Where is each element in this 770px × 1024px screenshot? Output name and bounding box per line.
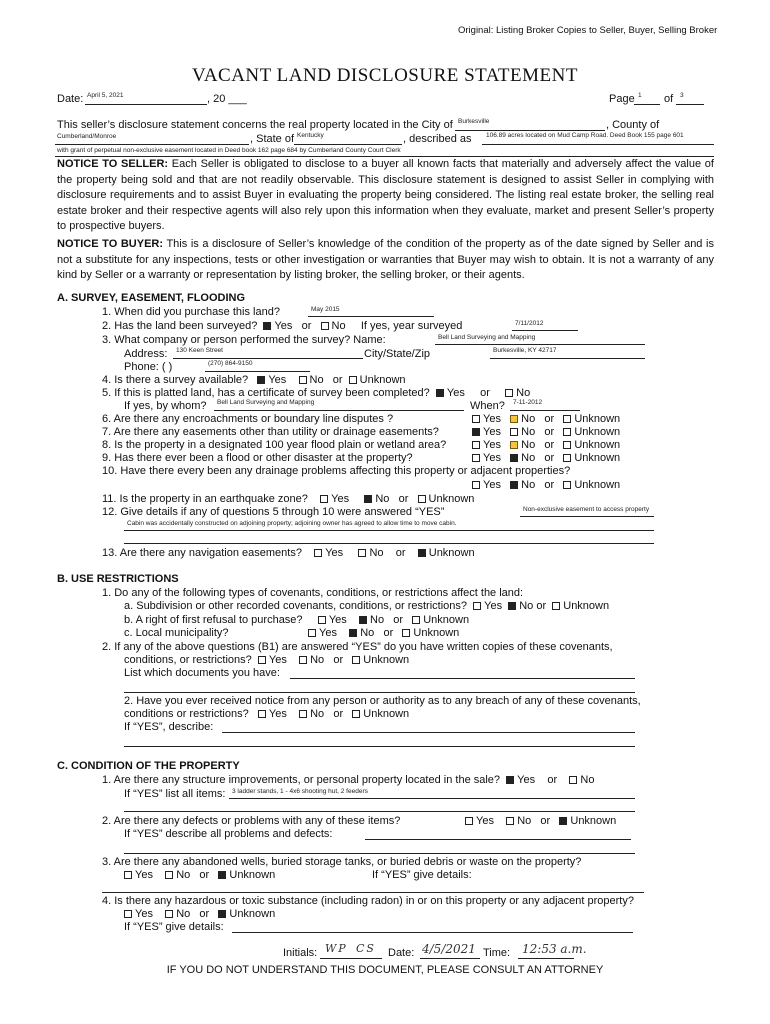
b1b-no-checkbox[interactable] — [359, 616, 367, 624]
b3-describe-label: If “YES”, describe: — [124, 721, 214, 733]
b1-question: 1. Do any of the following types of covenants, conditions, or restrictions affect the land: — [102, 587, 524, 599]
b2-unknown-checkbox[interactable] — [352, 656, 360, 664]
date-label: Date: — [57, 93, 84, 105]
date-value[interactable]: April 5, 2021 — [87, 92, 124, 99]
a10-yes-checkbox[interactable] — [472, 481, 480, 489]
c2-unknown-checkbox[interactable] — [559, 817, 567, 825]
c2-no-checkbox[interactable] — [506, 817, 514, 825]
b2-documents-label: List which documents you have: — [124, 667, 280, 679]
a11-yes-checkbox[interactable] — [320, 495, 328, 503]
a2-answer[interactable]: 7/11/2012 — [515, 320, 544, 327]
c2-question: 2. Are there any defects or problems with any of these items? — [102, 815, 401, 827]
a5-question: 5. If this is platted land, has a certificate of survey been completed? Yes or No — [102, 387, 531, 399]
a8-yes-checkbox[interactable] — [472, 441, 480, 449]
consult-attorney-notice: IF YOU DO NOT UNDERSTAND THIS DOCUMENT, PLEASE CONSULT AN ATTORNEY — [166, 964, 604, 976]
state-label: , State of — [250, 133, 295, 145]
c2-options: Yes No or Unknown — [465, 815, 616, 828]
a7-options: Yes No or Unknown — [472, 426, 620, 439]
a6-question: 6. Are there any encroachments or boundary line disputes ? — [102, 413, 394, 425]
a3-csz-value[interactable]: Burkesville, KY 42717 — [493, 347, 557, 354]
a3-phone-label: Phone: ( ) — [124, 361, 173, 373]
a7-yes-checkbox[interactable] — [472, 428, 480, 436]
c1-list-label: If “YES” list all items: — [124, 788, 226, 800]
county-label: , County of — [606, 119, 660, 131]
b1c-unknown-checkbox[interactable] — [402, 629, 410, 637]
a2-yes-checkbox[interactable] — [263, 322, 271, 330]
a9-unknown-checkbox[interactable] — [563, 454, 571, 462]
a3-name-value[interactable]: Bell Land Surveying and Mapping — [438, 334, 536, 341]
a8-options: Yes No or Unknown — [472, 439, 620, 452]
notice-to-seller: NOTICE TO SELLER: Each Seller is obligated to disclose to a buyer all known facts that materially and adversely affect the value of the property being sold and that are not readily observable. This disclosure statement is designed to assist Seller in complying with disclosure requirements and to assist Buyer in evaluating the property being considered. The listing real estate broker, the selling real estate broker and their respective agents will also rely upon this information when they evaluate, market and present Seller’s property to prospective buyers. — [57, 158, 714, 232]
a1-question: 1. When did you purchase this land? — [102, 306, 280, 318]
a12-answer[interactable]: Non-exclusive easement to access property — [523, 506, 650, 513]
page-total[interactable]: 3 — [680, 92, 684, 99]
b1a-question: a. Subdivision or other recorded covenants, conditions, or restrictions? Yes No or Unknown — [124, 600, 610, 612]
page-title: VACANT LAND DISCLOSURE STATEMENT — [192, 65, 578, 86]
b3-unknown-checkbox[interactable] — [352, 710, 360, 718]
notice-to-buyer: NOTICE TO BUYER: This is a disclosure of Seller’s knowledge of the condition of the property as of the date signed by Seller and is not a substitute for any inspections, tests or other investigation or warranties that Buyer may wish to obtain. It is not a warranty of any kind by Seller or a warranty or representation by listing broker, the selling broker, or their agents. — [57, 238, 714, 281]
c1-yes-checkbox[interactable] — [506, 776, 514, 784]
c1-question: 1. Are there any structure improvements, or personal property located in the sale? Yes or No — [102, 774, 595, 786]
a5-when-label: When? — [470, 400, 505, 412]
a13-yes-checkbox[interactable] — [314, 549, 322, 557]
a3-address-value[interactable]: 130 Keen Street — [176, 347, 223, 354]
footer-time-value[interactable]: 12:53 a.m. — [522, 942, 587, 956]
b3-question-cont: conditions or restrictions? Yes No or Unknown — [124, 708, 410, 720]
a7-question: 7. Are there any easements other than utility or drainage easements? — [102, 426, 439, 438]
b1c-question: c. Local municipality? Yes No or Unknown — [124, 627, 460, 639]
b1c-no-checkbox[interactable] — [349, 629, 357, 637]
a6-yes-checkbox[interactable] — [472, 415, 480, 423]
section-a-title: A. SURVEY, EASEMENT, FLOODING — [57, 292, 246, 304]
c2-yes-checkbox[interactable] — [465, 817, 473, 825]
city-value[interactable]: Burkesville — [458, 118, 490, 125]
c3-options: Yes No or Unknown — [124, 869, 275, 882]
footer-date-value[interactable]: 4/5/2021 — [422, 942, 476, 956]
c1-no-checkbox[interactable] — [569, 776, 577, 784]
a4-unknown-checkbox[interactable] — [349, 376, 357, 384]
description-value[interactable]: 106.89 acres located on Mud Camp Road. Deed Book 155 page 601 — [486, 132, 684, 139]
c3-unknown-checkbox[interactable] — [218, 871, 226, 879]
b1b-question: b. A right of first refusal to purchase? Yes No or Unknown — [124, 614, 470, 626]
a9-options: Yes No or Unknown — [472, 452, 620, 465]
b2-question: 2. If any of the above questions (B1) are answered “YES” do you have written copies of these covenants, — [102, 641, 613, 653]
b3-yes-checkbox[interactable] — [258, 710, 266, 718]
c4-question: 4. Is there any hazardous or toxic substance (including radon) in or on this property or any adjacent property? — [102, 895, 634, 907]
a3-question: 3. What company or person performed the survey? Name: — [102, 334, 386, 346]
county-value[interactable]: Cumberland/Monroe — [57, 133, 117, 140]
b1c-yes-checkbox[interactable] — [308, 629, 316, 637]
a9-no-checkbox[interactable] — [510, 454, 518, 462]
c1-list-value[interactable]: 3 ladder stands, 1 - 4x6 shooting hut, 2 feeders — [232, 788, 368, 795]
a5-by-label: If yes, by whom? — [124, 400, 207, 412]
a12-question: 12. Give details if any of questions 5 through 10 were answered “YES” — [102, 506, 445, 518]
a10-options: Yes No or Unknown — [472, 479, 620, 492]
a7-no-checkbox[interactable] — [510, 428, 518, 436]
date-year-suffix: , 20 ___ — [207, 93, 247, 105]
c3-no-checkbox[interactable] — [165, 871, 173, 879]
described-label: , described as — [403, 133, 472, 145]
b3-no-checkbox[interactable] — [299, 710, 307, 718]
b2-yes-checkbox[interactable] — [258, 656, 266, 664]
a3-phone-value[interactable]: (270) 864-9150 — [208, 360, 253, 367]
page-current[interactable]: 1 — [638, 92, 642, 99]
b1a-no-checkbox[interactable] — [508, 602, 516, 610]
property-intro: This seller’s disclosure statement concerns the real property located in the City of — [57, 119, 453, 131]
a10-unknown-checkbox[interactable] — [563, 481, 571, 489]
a5-by-value[interactable]: Bell Land Surveying and Mapping — [217, 399, 315, 406]
c3-question: 3. Are there any abandoned wells, buried storage tanks, or buried debris or waste on the property? — [102, 856, 582, 868]
a13-question: 13. Are there any navigation easements? Yes No or Unknown — [102, 547, 475, 559]
description-value-line2[interactable]: with grant of perpetual non-exclusive easement located in Deed book 162 page 684 by Cumberland County Court Clerk — [57, 147, 401, 154]
a8-question: 8. Is the property in a designated 100 year flood plain or wetland area? — [102, 439, 447, 451]
a2-no-checkbox[interactable] — [321, 322, 329, 330]
b2-no-checkbox[interactable] — [299, 656, 307, 664]
c4-unknown-checkbox[interactable] — [218, 910, 226, 918]
c3-yes-checkbox[interactable] — [124, 871, 132, 879]
a13-unknown-checkbox[interactable] — [418, 549, 426, 557]
a1-answer[interactable]: May 2015 — [311, 306, 340, 313]
c4-details-label: If “YES” give details: — [124, 921, 224, 933]
footer-time-label: Time: — [483, 947, 511, 959]
b1b-yes-checkbox[interactable] — [318, 616, 326, 624]
b3-question: 2. Have you ever received notice from any person or authority as to any breach of any of these covenants, — [124, 695, 641, 707]
a13-no-checkbox[interactable] — [358, 549, 366, 557]
c3-details-label: If “YES” give details: — [372, 869, 472, 881]
a4-question: 4. Is there a survey available? Yes No or Unknown — [102, 374, 406, 386]
a4-no-checkbox[interactable] — [299, 376, 307, 384]
routing-note: Original: Listing Broker Copies to Seller, Buyer, Selling Broker — [458, 25, 718, 36]
footer-date-label: Date: — [388, 947, 415, 959]
section-c-title: C. CONDITION OF THE PROPERTY — [57, 760, 240, 772]
a12-answer-line2[interactable]: Cabin was accidentally constructed on adjoining property; adjoining owner has agreed to allow time to move cabin. — [127, 520, 457, 527]
a9-question: 9. Has there ever been a flood or other disaster at the property? — [102, 452, 413, 464]
a11-no-checkbox[interactable] — [364, 495, 372, 503]
b1b-unknown-checkbox[interactable] — [412, 616, 420, 624]
a8-no-checkbox[interactable] — [510, 441, 518, 449]
a8-unknown-checkbox[interactable] — [563, 441, 571, 449]
a3-csz-label: City/State/Zip — [364, 348, 431, 360]
page-label: Page — [609, 93, 635, 105]
c4-yes-checkbox[interactable] — [124, 910, 132, 918]
b1a-unknown-checkbox[interactable] — [552, 602, 560, 610]
a11-unknown-checkbox[interactable] — [418, 495, 426, 503]
c4-options: Yes No or Unknown — [124, 908, 275, 921]
a11-question: 11. Is the property in an earthquake zone? Yes No or Unknown — [102, 493, 475, 505]
state-value[interactable]: Kentucky — [297, 132, 324, 139]
a10-no-checkbox[interactable] — [510, 481, 518, 489]
a6-options: Yes No or Unknown — [472, 413, 620, 426]
a6-no-checkbox[interactable] — [510, 415, 518, 423]
a4-yes-checkbox[interactable] — [257, 376, 265, 384]
a5-when-value[interactable]: 7-11-2012 — [513, 399, 543, 406]
c2-describe-label: If “YES” describe all problems and defects: — [124, 828, 333, 840]
c4-no-checkbox[interactable] — [165, 910, 173, 918]
section-b-title: B. USE RESTRICTIONS — [57, 573, 179, 585]
initials-signature-1[interactable]: WP — [325, 942, 348, 955]
b1a-yes-checkbox[interactable] — [473, 602, 481, 610]
page-of-label: of — [664, 93, 674, 105]
a5-yes-checkbox[interactable] — [436, 389, 444, 397]
a6-unknown-checkbox[interactable] — [563, 415, 571, 423]
a3-address-label: Address: — [124, 348, 168, 360]
a9-yes-checkbox[interactable] — [472, 454, 480, 462]
a10-question: 10. Have there every been any drainage problems affecting this property or adjacent properties? — [102, 465, 571, 477]
b2-question-cont: conditions, or restrictions? Yes No or Unknown — [124, 654, 410, 666]
a2-question: 2. Has the land been surveyed? Yes or No If yes, year surveyed — [102, 320, 463, 332]
initials-label: Initials: — [283, 947, 318, 959]
initials-signature-2[interactable]: CS — [356, 942, 376, 955]
a7-unknown-checkbox[interactable] — [563, 428, 571, 436]
a5-no-checkbox[interactable] — [505, 389, 513, 397]
